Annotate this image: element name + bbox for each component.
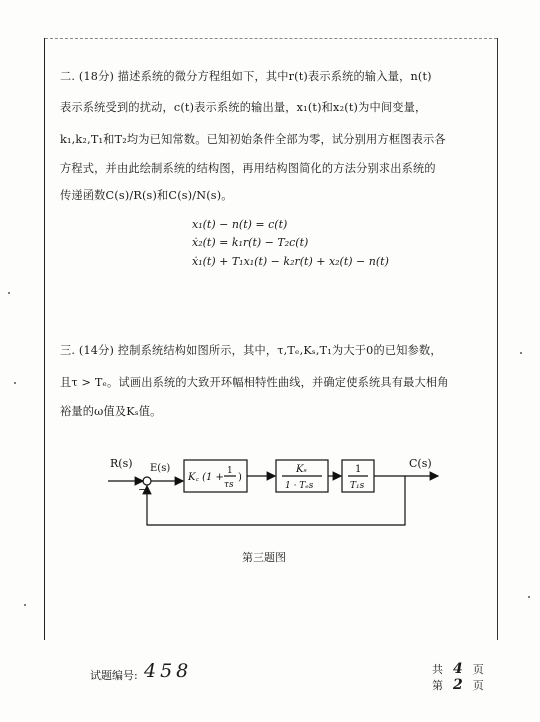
block1-close: ): [238, 472, 242, 483]
page-label-post: 页: [472, 679, 484, 692]
total-pages-number: 4: [453, 661, 463, 677]
problem3-line-2: 且τ > Tₑ。试画出系统的大致开环幅相特性曲线，并确定使系统具有最大相角: [60, 376, 449, 389]
block1-den: τs: [224, 480, 234, 490]
problem2-line-1: 二. (18分) 描述系统的微分方程组如下，其中r(t)表示系统的输入量，n(t): [60, 70, 432, 83]
total-label-pre: 共: [432, 663, 443, 676]
block1-num: 1: [227, 466, 233, 476]
scan-speck: [528, 596, 530, 598]
scan-speck: [14, 382, 16, 384]
output-label: C(s): [409, 457, 432, 470]
page-number-value: 2: [453, 677, 463, 693]
block3-num: 1: [355, 464, 362, 475]
problem2-line-5: 传递函数C(s)/R(s)和C(s)/N(s)。: [60, 189, 233, 202]
block1-gain: K꜀ (1 +: [188, 472, 224, 483]
equation-1: x₁(t) − n(t) = c(t): [192, 218, 288, 231]
block2-den: 1 · Tₑs: [285, 481, 314, 491]
page-number: [432, 677, 484, 693]
total-label-post: 页: [472, 663, 484, 676]
problem2-line-2: 表示系统受到的扰动，c(t)表示系统的输出量，x₁(t)和x₂(t)为中间变量，: [60, 101, 427, 114]
problem2-line-4: 方程式，并由此绘制系统的结构图，再用结构图简化的方法分别求出系统的: [60, 162, 436, 175]
scan-speck: [8, 292, 10, 294]
error-label: E(s): [150, 463, 171, 474]
equation-3: ẋ₁(t) + T₁x₁(t) − k₂r(t) + x₂(t) − n(t): [192, 255, 389, 268]
scan-speck: [24, 604, 26, 606]
minus-sign: −: [138, 483, 148, 496]
total-pages: [432, 661, 484, 677]
exam-code: 458: [144, 660, 193, 682]
input-label: R(s): [110, 457, 133, 470]
problem2-line-3: k₁,k₂,T₁和T₂均为已知常数。已知初始条件全部为零，试分别用方框图表示各: [60, 133, 446, 146]
scan-speck: [520, 352, 522, 354]
equation-2: ẋ₂(t) = k₁r(t) − T₂c(t): [192, 236, 309, 249]
problem3-line-3: 裕量的ω值及Kₛ值。: [60, 405, 162, 418]
page-label-pre: 第: [432, 679, 443, 692]
exam-code-label: 试题编号:: [90, 669, 138, 682]
block3-den: T₁s: [350, 481, 365, 491]
problem3-line-1: 三. (14分) 控制系统结构如图所示，其中，τ,Tₑ,Kₛ,T₁为大于0的已知参数，: [60, 344, 442, 357]
block2-num: Kₛ: [296, 464, 307, 475]
figure-caption: 第三题图: [242, 551, 286, 564]
